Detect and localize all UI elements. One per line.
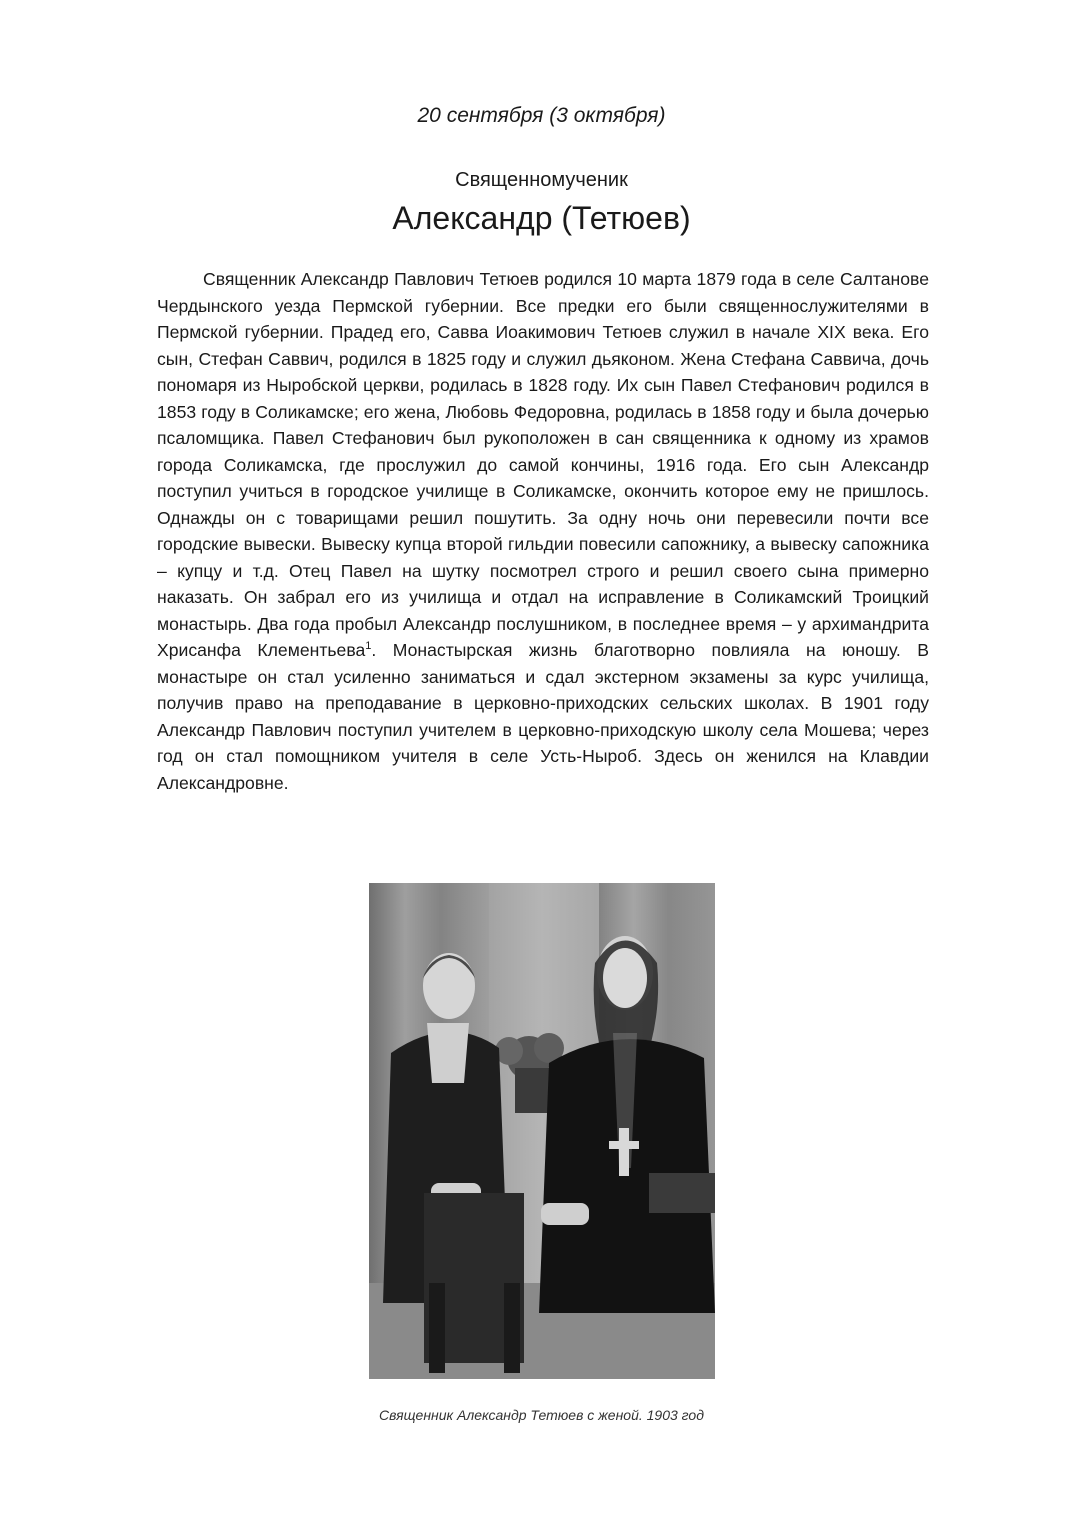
portrait-photo: [369, 883, 715, 1379]
saint-rank: Священномученик: [455, 169, 628, 191]
photo-caption: Священник Александр Тетюев с женой. 1903 год: [379, 1407, 704, 1423]
feast-date: 20 сентября (3 октября): [417, 104, 666, 127]
saint-name: Александр (Тетюев): [392, 200, 691, 236]
portrait-photo-drawing: [369, 883, 715, 1379]
biography-text: [157, 266, 929, 796]
biography-text-part-1: Священник Александр Павлович Тетюев родился 10 марта 1879 года в селе Салтанове Чердынского уезда Пермской губернии. Все предки его были священнослужителями в Пермской губернии. Прадед его, Савва Иоакимович Тетюев служил в начале XIX века. Его сын, Стефан Саввич, родился в 1825 году и служил дьяконом. Жена Стефана Саввича, дочь пономаря из Ныробской церкви, родилась в 1828 году. Их сын Павел Стефанович родился в 1853 году в Соликамске; его жена, Любовь Федоровна, родилась в 1858 году и была дочерью псаломщика. Павел Стефанович был рукоположен в сан священника к одному из храмов города Соликамска, где прослужил до самой кончины, 1916 года. Его сын Александр поступил учиться в городское училище в Соликамске, окончить которое ему не пришлось. Однажды он с товарищами решил пошутить. За одну ночь они перевесили почти все городские вывески. Вывеску купца второй гильдии повесили сапожнику, а вывеску сапожника – купцу и т.д. Отец Павел на шутку посмотрел строго и решил своего сына примерно наказать. Он забрал его из училища и отдал на исправление в Соликамский Троицкий монастырь. Два года пробыл Александр послушником, в последнее время – у архимандрита Хрисанфа Клементьева: [157, 269, 929, 660]
biography-paragraph: [157, 266, 929, 796]
biography-text-part-2: . Монастырская жизнь благотворно повлияла на юношу. В монастыре он стал усиленно заниматься и сдал экстерном экзамены за курс училища, получив право на преподавание в церковно-приходских сельских школах. В 1901 году Александр Павлович поступил учителем в церковно-приходскую школу села Мошева; через год он стал помощником учителя в селе Усть-Ныроб. Здесь он женился на Клавдии Александровне.: [157, 640, 929, 793]
footnote-reference[interactable]: 1: [365, 640, 372, 653]
